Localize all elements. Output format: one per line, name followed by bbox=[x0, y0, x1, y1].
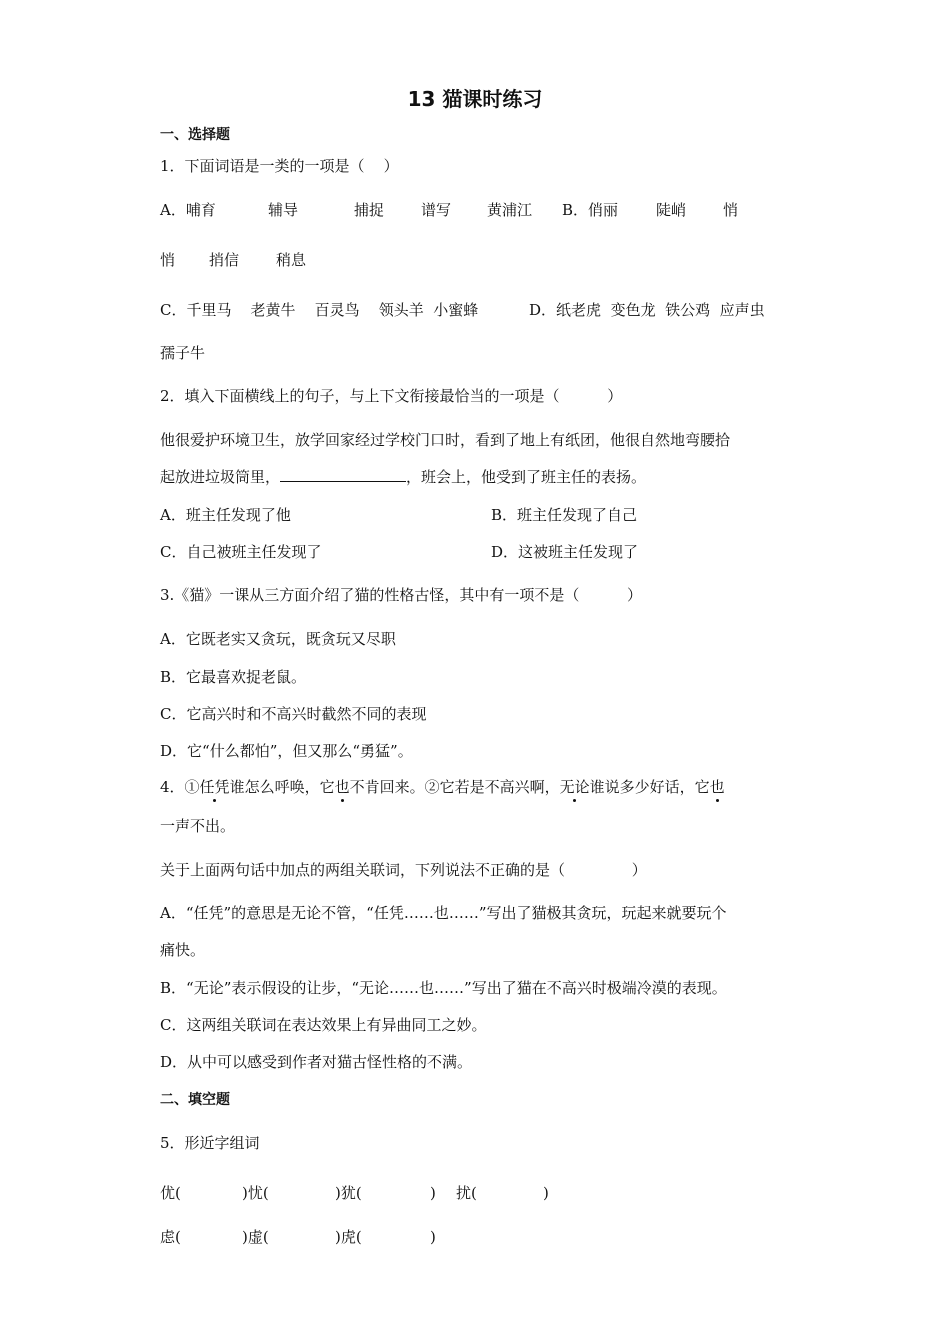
q4-dotted-word: 也 bbox=[709, 778, 725, 796]
q4-dotted-word: 任凭 bbox=[199, 778, 230, 796]
q5-item: ) bbox=[430, 1228, 436, 1246]
q4-option-b: B．“无论”表示假设的让步，“无论……也……”写出了猫在不高兴时极端冷漠的表现。 bbox=[160, 979, 727, 997]
q1-word: 稍息 bbox=[276, 251, 307, 269]
q1-stem: 1．下面词语是一类的一项是（ ） bbox=[160, 157, 399, 175]
q4-stem-continued: 一声不出。 bbox=[160, 817, 236, 835]
q5-item: )虎( bbox=[335, 1228, 362, 1246]
q1-option-d: D．纸老虎 变色龙 铁公鸡 应声虫 bbox=[529, 301, 765, 319]
q4-option-a-continued: 痛快。 bbox=[160, 941, 206, 959]
q1-option-c: C．千里马 老黄牛 百灵鸟 领头羊 小蜜蜂 bbox=[160, 301, 479, 319]
q1-word: 陡峭 bbox=[656, 201, 687, 219]
page-title: 13 猫课时练习 bbox=[407, 87, 543, 111]
q2-option-c: C．自己被班主任发现了 bbox=[160, 543, 322, 561]
q5-item: )忧( bbox=[242, 1184, 269, 1202]
q2-passage-part: ，班会上，他受到了班主任的表扬。 bbox=[406, 468, 647, 486]
q3-option-d: D．它“什么都怕”，但又那么“勇猛”。 bbox=[160, 742, 413, 760]
q3-stem: 3.《猫》一课从三方面介绍了猫的性格古怪，其中有一项不是（ ） bbox=[160, 586, 642, 604]
q4-option-c: C．这两组关联词在表达效果上有异曲同工之妙。 bbox=[160, 1016, 487, 1034]
q5-item: 扰( bbox=[456, 1184, 477, 1202]
q2-option-b: B．班主任发现了自己 bbox=[491, 506, 638, 524]
q4-text: 4．① bbox=[160, 778, 200, 796]
q3-option-c: C．它高兴时和不高兴时截然不同的表现 bbox=[160, 705, 427, 723]
q3-option-b: B．它最喜欢捉老鼠。 bbox=[160, 668, 307, 686]
q5-item: 虑( bbox=[160, 1228, 181, 1246]
section-heading-fill: 二、填空题 bbox=[160, 1092, 230, 1108]
q4-dotted-word: 无论 bbox=[559, 778, 590, 796]
q1-word: 捎信 bbox=[209, 251, 240, 269]
section-heading-choice: 一、选择题 bbox=[160, 127, 230, 143]
q4-stem bbox=[160, 777, 725, 797]
q5-item: ) bbox=[543, 1184, 549, 1202]
q1-option-a-label: A．哺育 bbox=[160, 201, 216, 219]
q2-passage-line-1: 他很爱护环境卫生，放学回家经过学校门口时，看到了地上有纸团，他很自然地弯腰拾 bbox=[160, 431, 731, 449]
q2-option-d: D．这被班主任发现了 bbox=[491, 543, 639, 561]
q1-word: 捕捉 bbox=[354, 201, 385, 219]
q5-stem: 5．形近字组词 bbox=[160, 1134, 260, 1152]
q1-option-b-label: B．俏丽 bbox=[562, 201, 619, 219]
q3-option-a: A．它既老实又贪玩，既贪玩又尽职 bbox=[160, 630, 396, 648]
q5-item: 优( bbox=[160, 1184, 181, 1202]
q4-text: 谁说多少好话，它 bbox=[589, 778, 710, 796]
q1-word: 黄浦江 bbox=[487, 201, 533, 219]
q4-option-d: D．从中可以感受到作者对猫古怪性格的不满。 bbox=[160, 1053, 473, 1071]
q4-text: 不肯回来。②它若是不高兴啊， bbox=[349, 778, 560, 796]
q2-option-a: A．班主任发现了他 bbox=[160, 506, 291, 524]
q4-option-a: A．“任凭”的意思是无论不管，“任凭……也……”写出了猫极其贪玩，玩起来就要玩个 bbox=[160, 904, 727, 922]
q2-stem: 2．填入下面横线上的句子，与上下文衔接最恰当的一项是（ ） bbox=[160, 387, 623, 405]
q1-word: 悄 bbox=[723, 201, 739, 219]
q4-text: 谁怎么呼唤，它 bbox=[229, 778, 335, 796]
answer-blank bbox=[280, 467, 406, 482]
q1-word: 悄 bbox=[160, 251, 176, 269]
q2-passage-line-2 bbox=[160, 467, 646, 487]
q1-word: 辅导 bbox=[268, 201, 299, 219]
q4-dotted-word: 也 bbox=[334, 778, 350, 796]
q5-item: ) bbox=[430, 1184, 436, 1202]
q2-passage-part: 起放进垃圾筒里， bbox=[160, 468, 281, 486]
q1-option-d-continued: 孺子牛 bbox=[160, 344, 206, 362]
q4-question: 关于上面两句话中加点的两组关联词，下列说法不正确的是（ ） bbox=[160, 861, 647, 879]
q5-item: )虚( bbox=[242, 1228, 269, 1246]
q1-word: 谱写 bbox=[421, 201, 452, 219]
q5-item: )犹( bbox=[335, 1184, 362, 1202]
